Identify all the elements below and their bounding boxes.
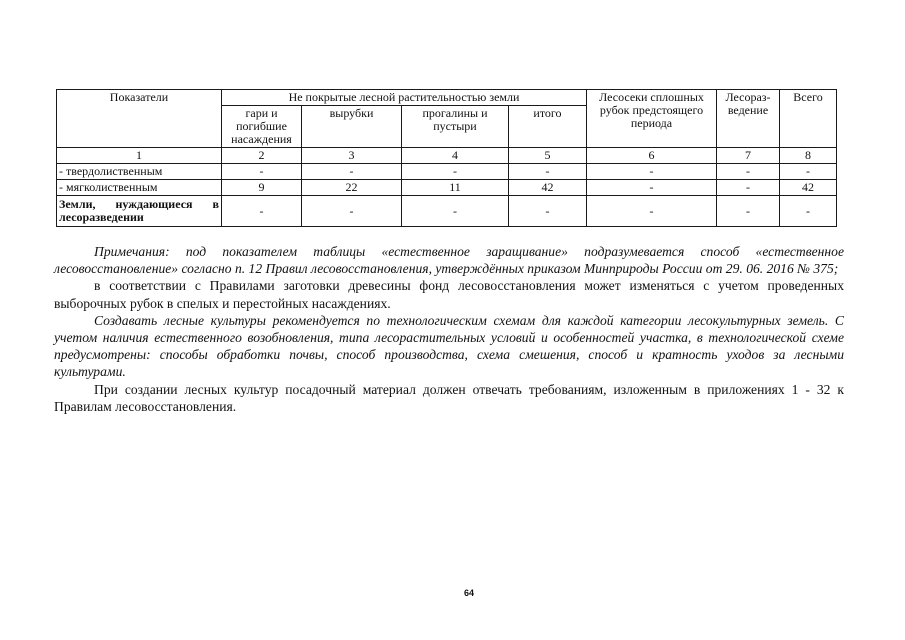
column-number: 2 <box>222 148 302 164</box>
header-indicators: Показатели <box>57 90 222 148</box>
forest-restoration-table <box>56 89 837 227</box>
column-number-row <box>57 148 837 164</box>
column-number: 4 <box>402 148 509 164</box>
header-row-1 <box>57 90 837 106</box>
column-number: 5 <box>509 148 587 164</box>
table-cell: - <box>717 180 780 196</box>
table-cell: - <box>717 164 780 180</box>
table-cell: - <box>222 164 302 180</box>
header-forest-breeding: Лесораз-ведение <box>717 90 780 148</box>
table-cell: - <box>402 164 509 180</box>
note-paragraph: Примечания: под показателем таблицы «естественное заращивание» подразумевается способ «естественное лесовосстановление» согласно п. 12 Правил лесовосстановления, утверждённых приказом Минприроды России от 29. 06. 2016 № 375; <box>54 244 844 277</box>
column-number: 6 <box>587 148 717 164</box>
table-cell: - <box>302 196 402 227</box>
table-row <box>57 196 837 227</box>
table-cell: - <box>402 196 509 227</box>
header-burned: гари и погибшие насаждения <box>222 106 302 148</box>
header-clearings: вырубки <box>302 106 402 148</box>
column-number: 7 <box>717 148 780 164</box>
page-number: 64 <box>464 588 475 598</box>
table-cell: 42 <box>780 180 837 196</box>
table-cell: - <box>222 196 302 227</box>
header-cutting-areas: Лесосеки сплошных рубок предстоящего периода <box>587 90 717 148</box>
table-cell: - <box>587 164 717 180</box>
column-number: 3 <box>302 148 402 164</box>
table-cell: 9 <box>222 180 302 196</box>
table-cell: - <box>509 196 587 227</box>
table-cell: - <box>780 164 837 180</box>
note-paragraph: Создавать лесные культуры рекомендуется по технологическим схемам для каждой категории лесокультурных земель. С учетом наличия естественного возобновления, типа лесорастительных условий и особенностей участка, в технологической схеме предусмотрены: способы обработки почвы, способ производства, схема смешения, способ и кратность уходов за лесными культурами. <box>54 312 844 380</box>
table-cell: - <box>717 196 780 227</box>
table-cell: - <box>780 196 837 227</box>
header-not-covered-group: Не покрытые лесной растительностью земли <box>222 90 587 106</box>
table-cell: 22 <box>302 180 402 196</box>
header-total: Всего <box>780 90 837 148</box>
header-subtotal: итого <box>509 106 587 148</box>
table-cell: 11 <box>402 180 509 196</box>
row-label: - твердолиственным <box>57 164 222 180</box>
table-row <box>57 180 837 196</box>
table-row <box>57 164 837 180</box>
table-cell: - <box>302 164 402 180</box>
header-glades: прогалины и пустыри <box>402 106 509 148</box>
notes-block <box>54 243 844 415</box>
table-cell: - <box>587 180 717 196</box>
note-paragraph: При создании лесных культур посадочный материал должен отвечать требованиям, изложенным в приложениях 1 - 32 к Правилам лесовосстановления. <box>54 381 844 414</box>
table-cell: 42 <box>509 180 587 196</box>
table-cell: - <box>587 196 717 227</box>
table-cell: - <box>509 164 587 180</box>
note-paragraph: в соответствии с Правилами заготовки древесины фонд лесовосстановления может изменяться с учетом проведенных выборочных рубок в спелых и перестойных насаждениях. <box>54 278 844 311</box>
row-label: - мягколиственным <box>57 180 222 196</box>
column-number: 1 <box>57 148 222 164</box>
row-label: Земли, нуждающиеся в лесоразведении <box>57 196 222 227</box>
column-number: 8 <box>780 148 837 164</box>
